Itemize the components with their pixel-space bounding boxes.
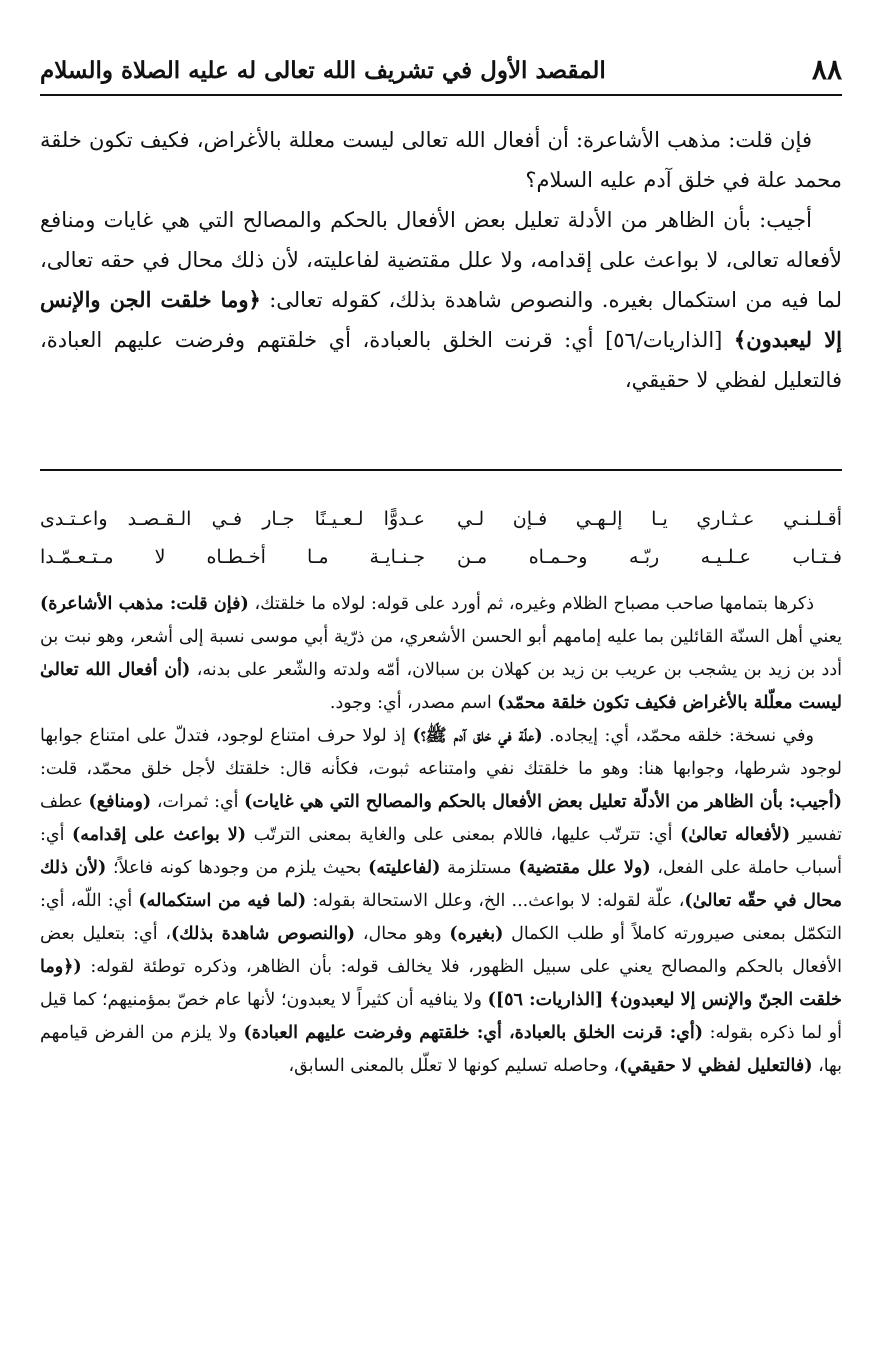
commentary-text: وهو محال، xyxy=(355,924,450,944)
main-paragraph-answer xyxy=(40,200,842,400)
commentary-text: ذكرها بتمامها صاحب مصباح الظلام وغيره، ثم أورد على قوله: لولاه ما خلقتك، xyxy=(248,594,814,614)
commentary-text: إذ لولا حرف امتناع لوجود، فتدلّ على امتناع جوابها لوجود شرطها، وجوابها هنا: وهو ما خلقتك نفي وامتناعه ثبوت، فكأنه قال: خلقتك لأجل خلق محمّد، قلت: xyxy=(40,726,842,779)
commentary-text: ولا ينافيه أن كثيراً لا يعبدون؛ لأنها عام خصّ بمؤمنيهم؛ كما قيل أو لما ذكره بقوله: xyxy=(40,990,842,1043)
commentary-text: عطف تفسير xyxy=(40,792,842,845)
page-header xyxy=(40,50,842,96)
commentary-text: أي: ثمرات، xyxy=(151,792,245,812)
commentary-text: وفي نسخة: خلقه محمّد، أي: إيجاده. xyxy=(542,726,814,746)
commentary-quote: (أن أفعال الله تعالىٰ ليست معلّلة بالأغراض فكيف تكون خلقة محمّد) xyxy=(40,660,842,713)
commentary-quote: (والنصوص شاهدة بذلك) xyxy=(170,924,356,944)
commentary-text: أي: أسباب حاملة على الفعل، xyxy=(40,825,842,878)
commentary-quote: (ومنافع) xyxy=(88,792,152,812)
poem-hemistich-second: جـنـايـة مـا أخـطـاه لا مـتـعـمّـدا xyxy=(40,546,425,568)
main-paragraph-question: فإن قلت: مذهب الأشاعرة: أن أفعال الله تعالى ليست معللة بالأغراض، فكيف تكون خلقة محمد علة في خلق آدم عليه السلام؟ xyxy=(40,128,842,192)
commentary-quote: (لفاعليته) xyxy=(368,858,441,878)
commentary-quote: (علّة في خلق آدم ﷺ؟) xyxy=(412,726,543,746)
poem xyxy=(40,500,842,576)
poem-hemistich-second: عـدوًّا لـعـيـنًا جـار فـي الـقـصـد واعـتـدى xyxy=(40,508,425,530)
commentary-quote: (أجيب: بأن الظاهر من الأدلّة تعليل بعض الأفعال بالحكم والمصالح التي هي غايات) xyxy=(244,792,842,812)
commentary-quote: (فالتعليل لفظي لا حقيقي) xyxy=(619,1056,813,1076)
commentary-text: أي: تترتّب عليها، فاللام بمعنى على والغاية بمعنى الترتّب xyxy=(246,825,681,845)
poem-line xyxy=(40,538,842,576)
commentary-text: اسم مصدر، أي: وجود. xyxy=(329,693,498,713)
commentary-quote: (﴿وما خلقت الجنّ والإنس إلا ليعبدون﴾ [الذاريات: ٥٦]) xyxy=(40,957,842,1010)
page-number: ٨٨ xyxy=(811,53,842,86)
running-title: المقصد الأول في تشريف الله تعالى له عليه الصلاة والسلام xyxy=(40,57,606,84)
commentary-text: بحيث يلزم من وجودها كونه فاعلاً؛ xyxy=(106,858,369,878)
poem-hemistich-first: أقـلـنـي عـثـاري يـا إلـهـي فـإن لـي xyxy=(457,508,842,530)
commentary-text: ، أي: بتعليل بعض الأفعال بالحكم والمصالح يعني على سبيل الظهور، فلا يخالف قوله: بأن الظاهر، وذكره توطئة لقوله: xyxy=(40,924,842,977)
commentary xyxy=(40,588,842,1083)
poem-line xyxy=(40,500,842,538)
commentary-quote: (لا بواعث على إقدامه) xyxy=(72,825,247,845)
commentary-quote: (فإن قلت: مذهب الأشاعرة) xyxy=(40,594,249,614)
commentary-text: يعني أهل السنّة القائلين بما عليه إمامهم أبو الحسن الأشعري، من ذرّية أبي موسى نسبة إلى أشعر، وهو نبت بن أدد بن زيد بن يشجب بن عريب بن زيد بن كهلان بن سبالان، أمّه ولدته والشّعر على بدنه، xyxy=(40,627,843,680)
commentary-quote: (بغيره) xyxy=(449,924,504,944)
commentary-quote: (لما فيه من استكماله) xyxy=(138,891,307,911)
commentary-text: أي: اللّه، أي: التكمّل بمعنى صيرورته كاملاً أو طلب الكمال xyxy=(40,891,842,944)
quran-verse: ﴿وما خلقت الجن والإنس إلا ليعبدون﴾ xyxy=(40,287,843,352)
commentary-text: ، وحاصله تسليم كونها لا تعلّل بالمعنى السابق، xyxy=(288,1056,620,1076)
commentary-quote: (أي: قرنت الخلق بالعبادة، أي: خلقتهم وفرضت عليهم العبادة) xyxy=(243,1023,703,1043)
main-answer-part-2: [الذاريات/٥٦] أي: قرنت الخلق بالعبادة، أي خلقتهم وفرضت عليهم العبادة، فالتعليل لفظي لا حقيقي، xyxy=(40,328,842,392)
commentary-quote: (ولا علل مقتضية) xyxy=(518,858,651,878)
commentary-paragraph-2 xyxy=(40,720,842,1083)
main-text xyxy=(40,120,842,400)
poem-hemistich-first: فـتـاب عـلـيـه ربّـه وحـمـاه مـن xyxy=(457,546,842,568)
commentary-paragraph-1 xyxy=(40,588,842,720)
commentary-quote: (لأن ذلك محال في حقّه تعالىٰ) xyxy=(40,858,842,911)
main-answer-part-1: أجيب: بأن الظاهر من الأدلة تعليل بعض الأفعال بالحكم والمصالح التي هي غايات ومنافع لأفعاله تعالى، لا بواعث على إقدامه، ولا علل مقتضية لفاعليته، لأن ذلك محال في حقه تعالى، لما فيه من استكمال بغيره. والنصوص شاهدة بذلك، كقوله تعالى: xyxy=(40,208,842,312)
commentary-quote: (لأفعاله تعالىٰ) xyxy=(680,825,791,845)
text-divider xyxy=(40,469,842,471)
commentary-text: ، علّة لقوله: لا بواعث... الخ، وعلل الاستحالة بقوله: xyxy=(306,891,685,911)
commentary-text: ولا يلزم من الفرض قيامهم بها، xyxy=(40,1023,842,1076)
commentary-text: مستلزمة xyxy=(440,858,519,878)
